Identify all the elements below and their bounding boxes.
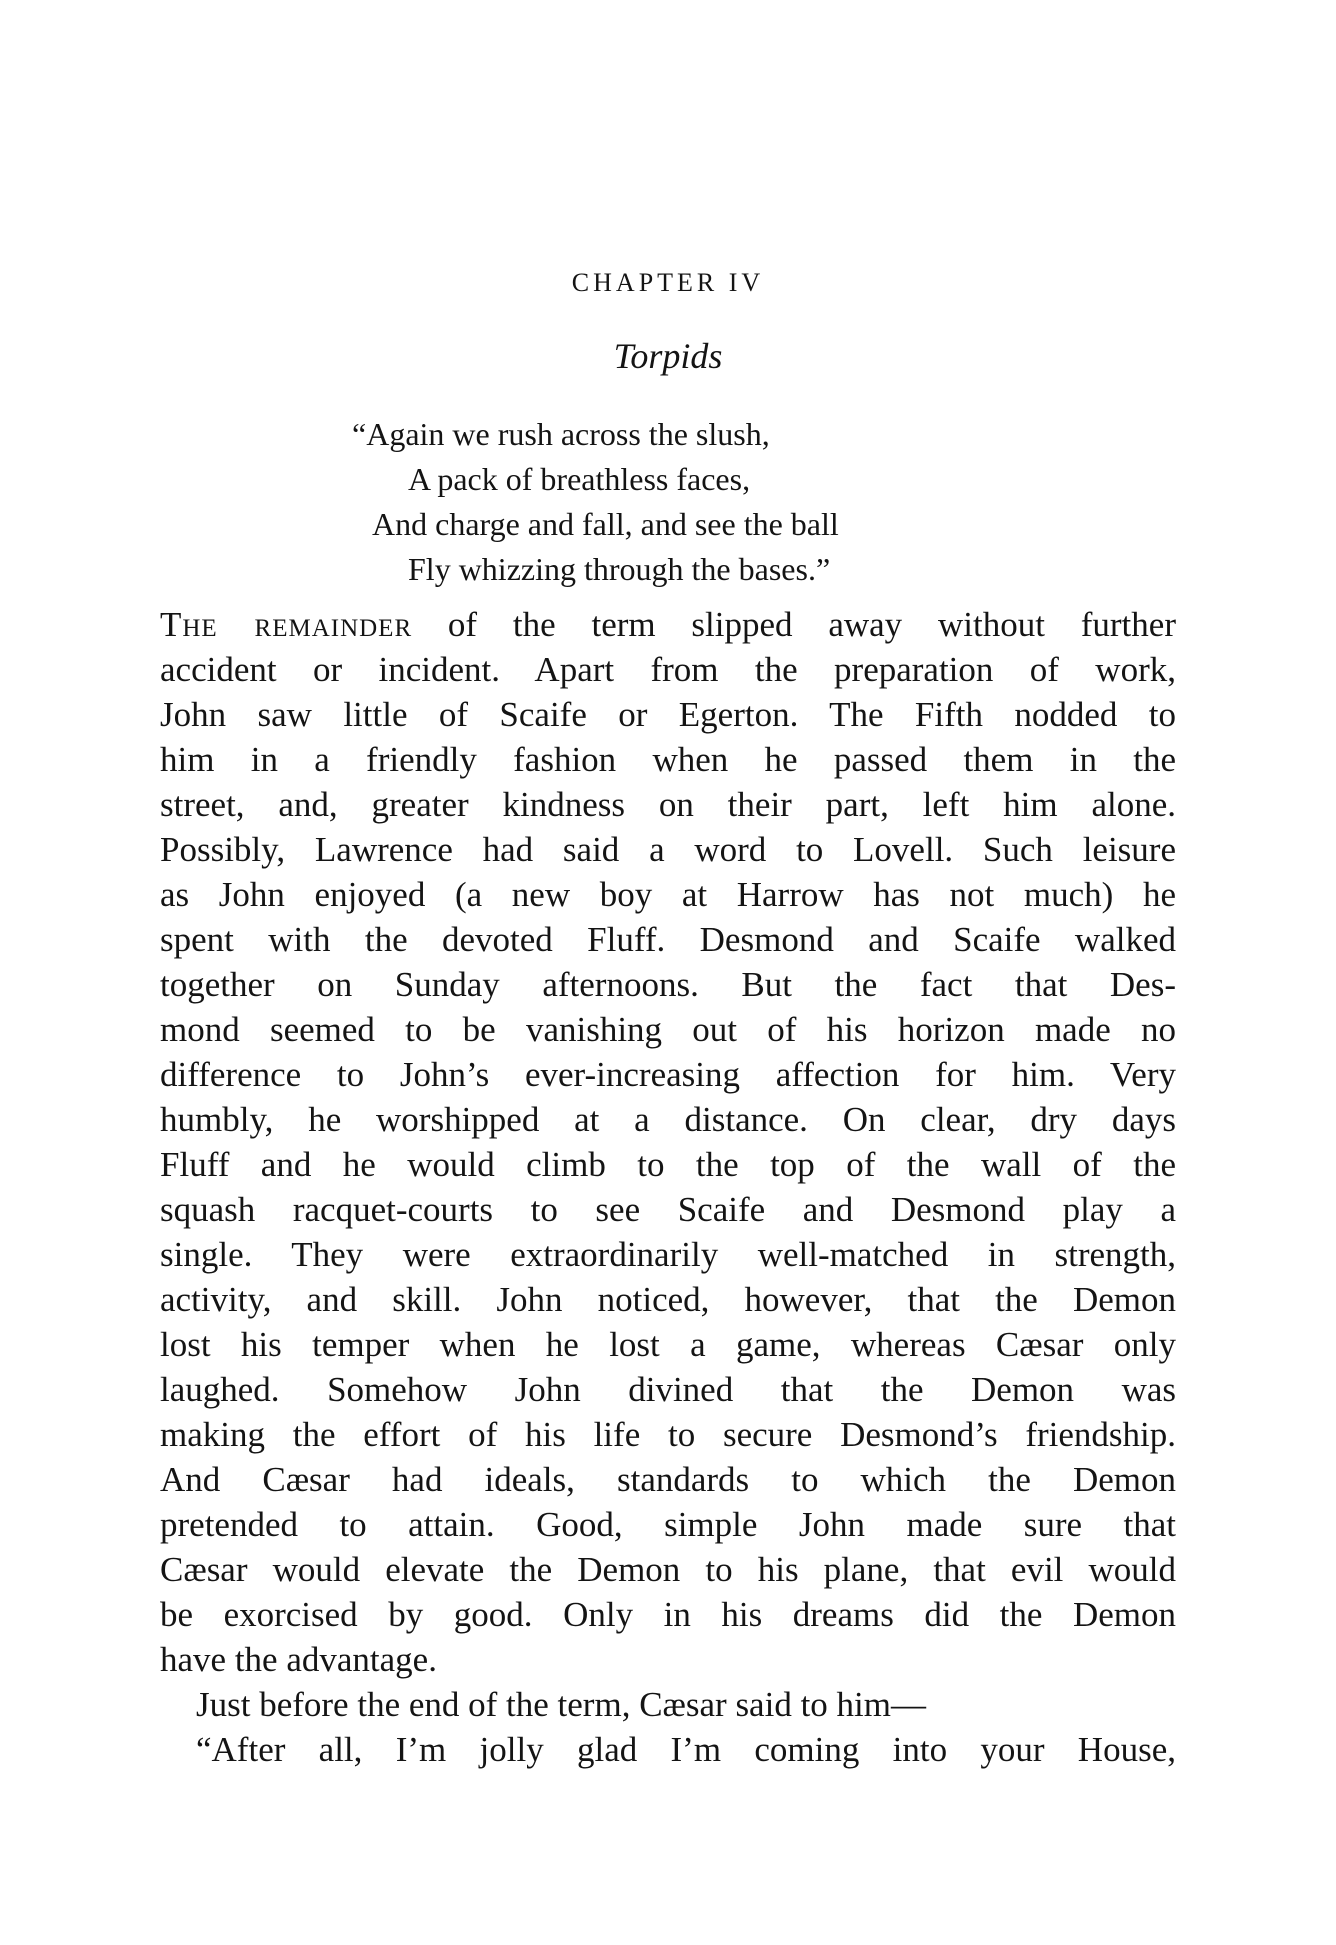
text-line <box>160 602 1176 647</box>
text-line: single. They were extraordinarily well-matched in strength, <box>160 1235 1176 1274</box>
text-line: lost his temper when he lost a game, whereas Cæsar only <box>160 1325 1176 1364</box>
text-line: together on Sunday afternoons. But the fact that Des- <box>160 965 1176 1004</box>
epigraph <box>340 412 1040 592</box>
text-line: mond seemed to be vanishing out of his horizon made no <box>160 1010 1176 1049</box>
text-line: making the effort of his life to secure Desmond’s friendship. <box>160 1415 1176 1454</box>
text-line: Fluff and he would climb to the top of the wall of the <box>160 1145 1176 1184</box>
text-line: Just before the end of the term, Cæsar said to him— <box>196 1685 926 1724</box>
body-text <box>160 602 1176 1772</box>
text-line: him in a friendly fashion when he passed them in the <box>160 740 1176 779</box>
epigraph-line: And charge and fall, and see the ball <box>372 506 839 542</box>
text-line: difference to John’s ever-increasing affection for him. Very <box>160 1055 1176 1094</box>
text-line: laughed. Somehow John divined that the Demon was <box>160 1370 1176 1409</box>
epigraph-line: A pack of breathless faces, <box>408 461 751 497</box>
opening-words: The remainder <box>160 605 413 644</box>
epigraph-line: “Again we rush across the slush, <box>352 416 770 452</box>
epigraph-line: Fly whizzing through the bases.” <box>408 551 831 587</box>
text-line: be exorcised by good. Only in his dreams did the Demon <box>160 1595 1176 1634</box>
text-line: activity, and skill. John noticed, however, that the Demon <box>160 1280 1176 1319</box>
text-line: John saw little of Scaife or Egerton. The Fifth nodded to <box>160 695 1176 734</box>
text-line: “After all, I’m jolly glad I’m coming into your House, <box>196 1730 1176 1769</box>
text-line: And Cæsar had ideals, standards to which the Demon <box>160 1460 1176 1499</box>
text-line: spent with the devoted Fluff. Desmond and Scaife walked <box>160 920 1176 959</box>
text-line: humbly, he worshipped at a distance. On clear, dry days <box>160 1100 1176 1139</box>
text-line: as John enjoyed (a new boy at Harrow has not much) he <box>160 875 1176 914</box>
chapter-subtitle: Torpids <box>613 336 723 376</box>
text-line: have the advantage. <box>160 1640 437 1679</box>
text-line: street, and, greater kindness on their part, left him alone. <box>160 785 1176 824</box>
text-line: accident or incident. Apart from the preparation of work, <box>160 650 1176 689</box>
text-line-content: of the term slipped away without further <box>412 605 1176 644</box>
text-line: Possibly, Lawrence had said a word to Lovell. Such leisure <box>160 830 1176 869</box>
text-line: pretended to attain. Good, simple John made sure that <box>160 1505 1176 1544</box>
chapter-heading: CHAPTER IV <box>571 268 765 297</box>
text-line: Cæsar would elevate the Demon to his plane, that evil would <box>160 1550 1176 1589</box>
text-line: squash racquet-courts to see Scaife and Desmond play a <box>160 1190 1176 1229</box>
